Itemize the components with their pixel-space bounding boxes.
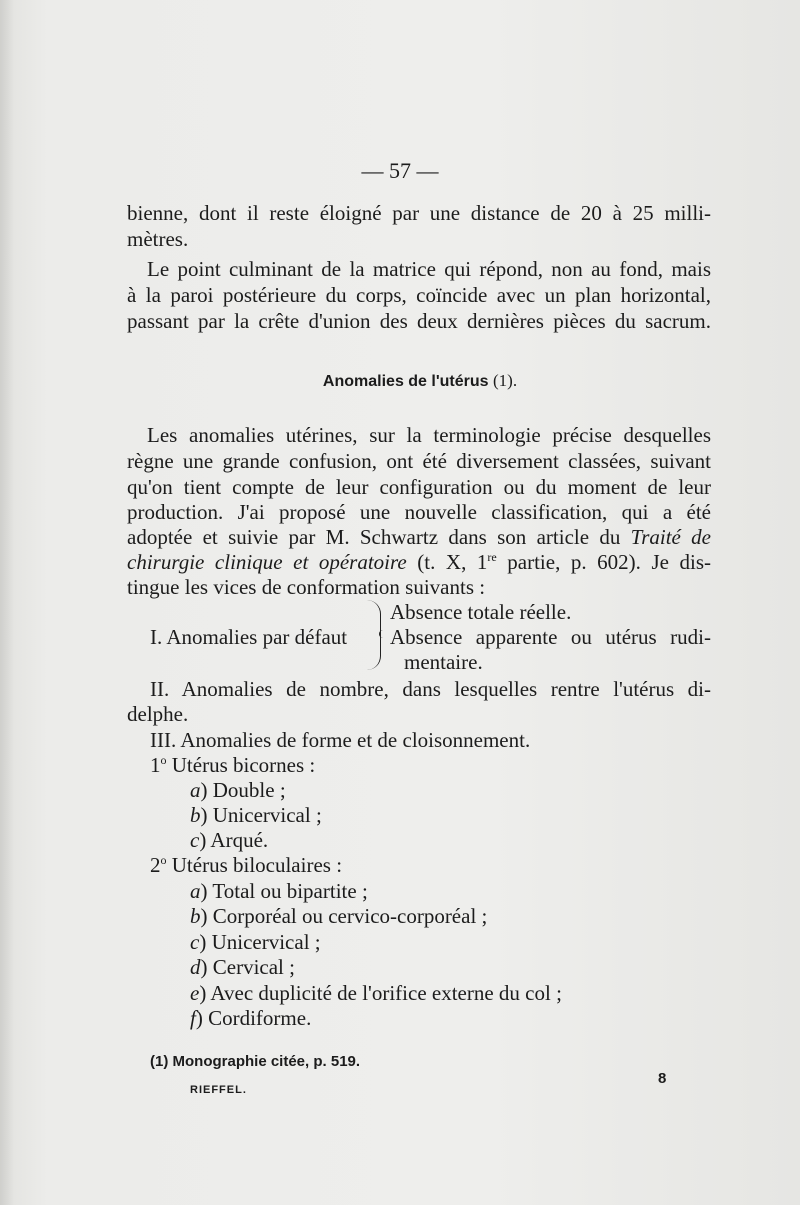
sub2-sup: o — [160, 853, 167, 867]
sub2-item-e: e) Avec duplicité de l'orifice externe du col ; — [190, 981, 562, 1005]
para3-line2: règne une grande confusion, ont été diversement classées, suivant — [127, 449, 711, 473]
sub2-item-b-letter: b — [190, 904, 201, 928]
sub1-item-b-text: Unicervical ; — [212, 803, 322, 827]
para2-line3: passant par la crête d'union des deux dernières pièces du sacrum. — [127, 309, 711, 333]
list-one-a: Absence totale réelle. — [390, 600, 572, 624]
footnote: (1) Monographie citée, p. 519. — [150, 1053, 361, 1070]
sub2-item-a-letter: a — [190, 879, 201, 903]
para3-line6-italic: chirurgie clinique et opératoire — [127, 550, 407, 574]
para3-line5-italic: Traité de — [630, 525, 711, 549]
list-two-line2: delphe. — [127, 702, 189, 726]
list-two-line1: II. Anomalies de nombre, dans lesquelles rentre l'utérus di- — [150, 677, 711, 701]
sub2-item-c: c) Unicervical ; — [190, 930, 321, 954]
sub1-item-a: a) Double ; — [190, 778, 286, 802]
sub1-item-a-text: Double ; — [212, 778, 286, 802]
sub1-num: 1 — [150, 753, 161, 777]
sub1-item-b: b) Unicervical ; — [190, 803, 322, 827]
para3-line6-ref: (t. X, 1 — [417, 550, 488, 574]
para1-line2: mètres. — [127, 227, 189, 251]
sub1-label: Utérus bicornes : — [171, 753, 316, 777]
para3-line5-text: adoptée et suivie par M. Schwartz dans son article du — [127, 525, 621, 549]
sub2-item-c-text: Unicervical ; — [211, 930, 321, 954]
para3-line6 — [127, 550, 711, 575]
sub1-sup: o — [160, 753, 167, 767]
para2-line1: Le point culminant de la matrice qui répond, non au fond, mais — [147, 257, 711, 281]
para3-line1: Les anomalies utérines, sur la terminologie précise desquelles — [147, 423, 711, 447]
list-one-b-line1: Absence apparente ou utérus rudi- — [390, 625, 711, 649]
sub2-item-a: a) Total ou bipartite ; — [190, 879, 368, 903]
sheet-number: 8 — [658, 1070, 667, 1087]
footnote-ref: (1). — [493, 371, 518, 390]
para3-line7: tingue les vices de conformation suivants : — [127, 575, 486, 599]
sub2-heading — [150, 853, 342, 878]
sub2-item-f: f) Cordiforme. — [190, 1006, 312, 1030]
sub1-item-c-text: Arqué. — [210, 828, 269, 852]
sub2-item-a-text: Total ou bipartite ; — [212, 879, 368, 903]
section-heading-text: Anomalies de l'utérus — [322, 373, 489, 390]
sub2-item-b-text: Corporéal ou cervico-corporéal ; — [212, 904, 488, 928]
sub2-label: Utérus biloculaires : — [171, 853, 343, 877]
para3-line6-sup: re — [487, 550, 497, 564]
sub2-item-e-text: Avec duplicité de l'orifice externe du col ; — [210, 981, 562, 1005]
sub1-item-c-letter: c — [190, 828, 200, 852]
sub1-item-b-letter: b — [190, 803, 201, 827]
signature: RIEFFEL. — [190, 1084, 247, 1096]
brace-glyph — [366, 600, 381, 670]
list-one-b-line2: mentaire. — [404, 650, 483, 674]
sub1-item-c: c) Arqué. — [190, 828, 269, 852]
para3-line4: production. J'ai proposé une nouvelle classification, qui a été — [127, 500, 711, 524]
sub1-item-a-letter: a — [190, 778, 201, 802]
list-three: III. Anomalies de forme et de cloisonnement. — [150, 728, 531, 752]
para1-line1: bienne, dont il reste éloigné par une distance de 20 à 25 milli- — [127, 201, 711, 225]
sub2-item-f-letter: f — [190, 1006, 196, 1030]
list-one-label: I. Anomalies par défaut — [150, 625, 348, 649]
sub2-item-c-letter: c — [190, 930, 200, 954]
para3-line6-rest: partie, p. 602). Je dis- — [507, 550, 712, 574]
sub1-heading — [150, 753, 315, 778]
section-heading — [0, 371, 800, 391]
para3-line3: qu'on tient compte de leur configuration ou du moment de leur — [127, 475, 711, 499]
sub2-num: 2 — [150, 853, 161, 877]
sub2-item-f-text: Cordiforme. — [208, 1006, 312, 1030]
sub2-item-b: b) Corporéal ou cervico-corporéal ; — [190, 904, 488, 928]
para2-line2: à la paroi postérieure du corps, coïncide avec un plan horizontal, — [127, 283, 711, 307]
sub2-item-d-letter: d — [190, 955, 201, 979]
sub2-item-d: d) Cervical ; — [190, 955, 295, 979]
page-number: — 57 — — [361, 158, 439, 183]
sub2-item-d-text: Cervical ; — [212, 955, 295, 979]
para3-line5 — [127, 525, 711, 550]
sub2-item-e-letter: e — [190, 981, 200, 1005]
